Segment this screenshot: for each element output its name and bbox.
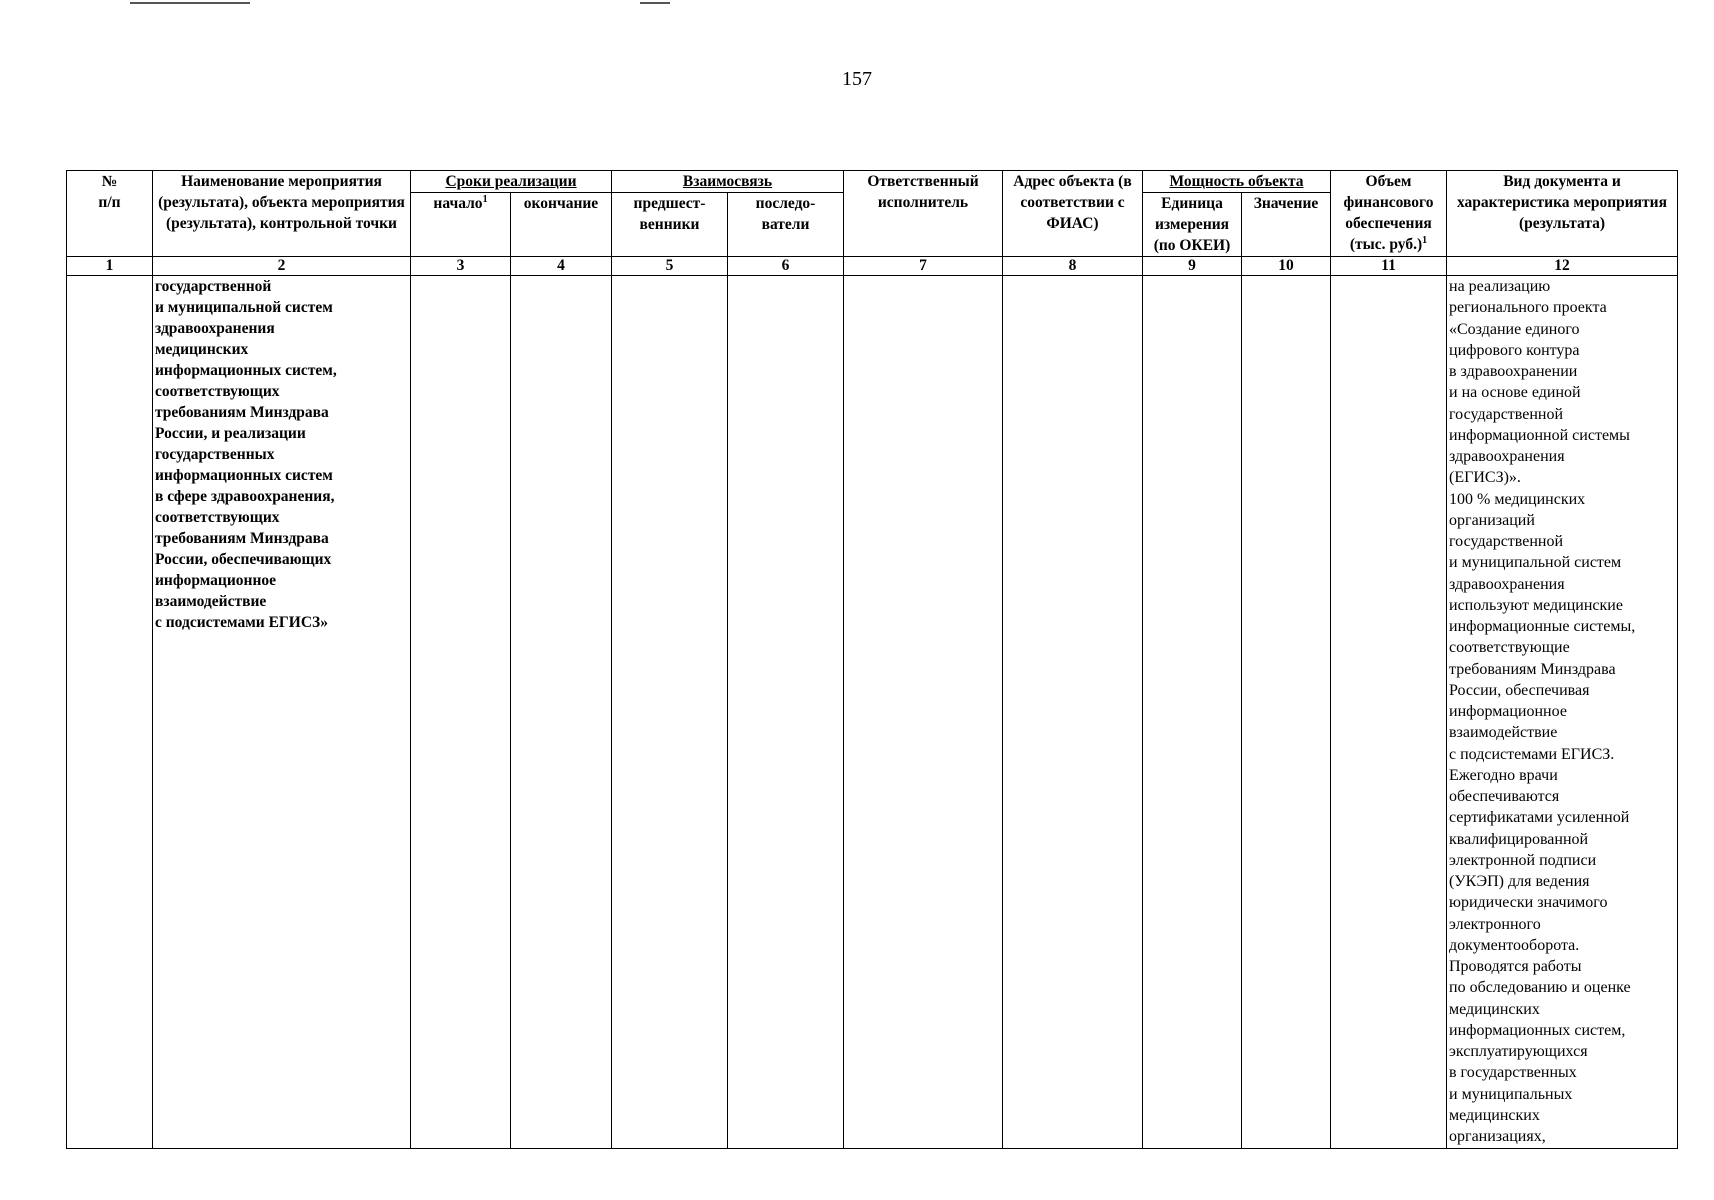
header-finance-label: Объем финансового обеспечения (тыс. руб.) bbox=[1343, 173, 1434, 253]
cell-document: на реализацию регионального проекта «Создание единого цифрового контура в здравоохранении и на основе единой государственной информационной системы здравоохранения (ЕГИСЗ)». 100 % медицинских организаций государственной и муниципальной систем здравоохранения используют медицинские информационные системы, соответствующие требованиям Минздрава России, обеспечивая информационное взаимодействие с подсистемами ЕГИСЗ. Ежегодно врачи обеспечиваются сертификатами усиленной квалифицированной электронной подписи (УКЭП) для ведения юридически значимого электронного документооборота. Проводятся работы по обследованию и оценке медицинских информационных систем, эксплуатирующихся в государственных и муниципальных медицинских организациях, bbox=[1447, 276, 1678, 1149]
header-end: окончание bbox=[511, 193, 612, 257]
header-terms-group bbox=[411, 171, 612, 193]
header-start-footnote: 1 bbox=[482, 193, 488, 205]
column-number-11: 11 bbox=[1331, 257, 1447, 276]
header-link-group bbox=[612, 171, 844, 193]
cell-end bbox=[511, 276, 612, 1149]
cell-responsible bbox=[844, 276, 1003, 1149]
scan-artifact-line bbox=[640, 2, 670, 4]
column-number-10: 10 bbox=[1242, 257, 1331, 276]
cell-finance bbox=[1331, 276, 1447, 1149]
column-number-3: 3 bbox=[411, 257, 511, 276]
column-number-12: 12 bbox=[1447, 257, 1678, 276]
column-number-2: 2 bbox=[153, 257, 411, 276]
header-start-label: начало bbox=[433, 195, 483, 212]
cell-number bbox=[67, 276, 153, 1149]
column-number-9: 9 bbox=[1143, 257, 1242, 276]
cell-value bbox=[1242, 276, 1331, 1149]
header-finance bbox=[1331, 171, 1447, 257]
header-start bbox=[411, 193, 511, 257]
header-link-label: Взаимосвязь bbox=[682, 173, 773, 190]
column-number-4: 4 bbox=[511, 257, 612, 276]
cell-activity-name: государственной и муниципальной систем здравоохранения медицинских информационных систем, соответствующих требованиям Минздрава России, и реализации государственных информационных систем в сфере здравоохранения, соответствующих требованиям Минздрава России, обеспечивающих информационное взаимодействие с подсистемами ЕГИСЗ» bbox=[153, 276, 411, 1149]
column-number-8: 8 bbox=[1003, 257, 1143, 276]
table-row bbox=[67, 276, 1678, 1149]
column-number-6: 6 bbox=[728, 257, 844, 276]
cell-predecessors bbox=[612, 276, 728, 1149]
column-number-7: 7 bbox=[844, 257, 1003, 276]
cell-address bbox=[1003, 276, 1143, 1149]
cell-start bbox=[411, 276, 511, 1149]
header-finance-footnote: 1 bbox=[1422, 234, 1428, 246]
header-number: № п/п bbox=[67, 171, 153, 257]
page-number: 157 bbox=[842, 68, 872, 90]
header-successors: последо- ватели bbox=[728, 193, 844, 257]
header-predecessors: предшест- венники bbox=[612, 193, 728, 257]
header-power-group bbox=[1143, 171, 1331, 193]
header-responsible: Ответственный исполнитель bbox=[844, 171, 1003, 257]
header-power-label: Мощность объекта bbox=[1169, 173, 1304, 190]
cell-unit bbox=[1143, 276, 1242, 1149]
column-number-1: 1 bbox=[67, 257, 153, 276]
header-name: Наименование мероприятия (результата), объекта мероприятия (результата), контрольной точки bbox=[153, 171, 411, 257]
header-document: Вид документа и характеристика мероприятия (результата) bbox=[1447, 171, 1678, 257]
column-number-5: 5 bbox=[612, 257, 728, 276]
header-unit: Единица измерения (по ОКЕИ) bbox=[1143, 193, 1242, 257]
header-address: Адрес объекта (в соответствии с ФИАС) bbox=[1003, 171, 1143, 257]
cell-successors bbox=[728, 276, 844, 1149]
scan-artifact-line bbox=[130, 2, 250, 4]
header-terms-label: Сроки реализации bbox=[445, 173, 577, 190]
activities-table bbox=[66, 170, 1678, 1149]
header-value: Значение bbox=[1242, 193, 1331, 257]
